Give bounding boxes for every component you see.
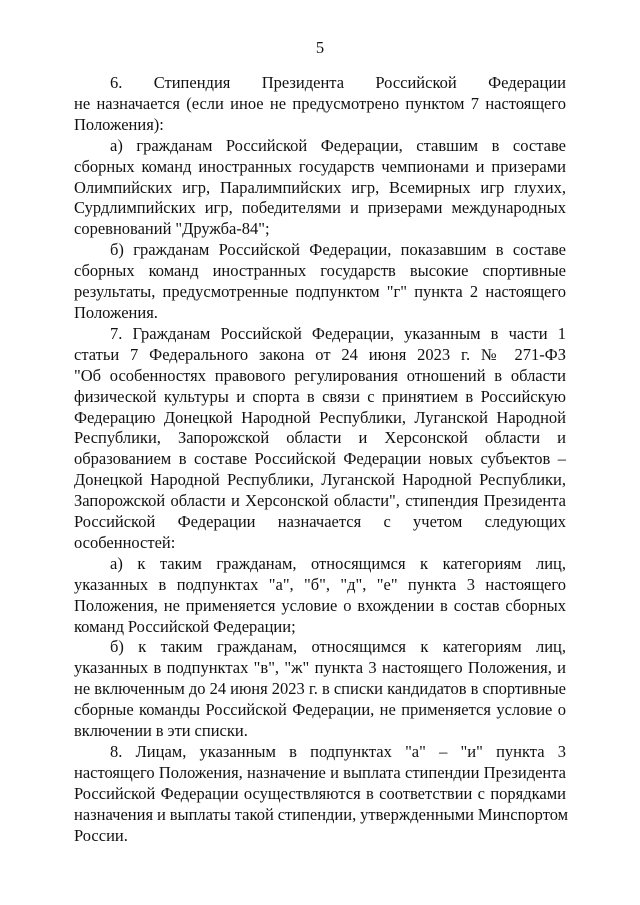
paragraph-line: соревнований "Дружба-84";: [74, 219, 270, 239]
paragraph-line: Российской Федерации осуществляются в соответствии с порядками: [74, 783, 566, 803]
paragraph-line: а) гражданам Российской Федерации, ставшим в составе: [110, 135, 566, 155]
paragraph-line: команд Российской Федерации;: [74, 616, 296, 636]
paragraph-line: Олимпийских игр, Паралимпийских игр, Всемирных игр глухих,: [74, 177, 566, 197]
paragraph: [74, 324, 566, 554]
paragraph-line: Положения.: [74, 302, 158, 322]
document-body: [74, 73, 569, 847]
paragraph-line: Положения):: [74, 114, 164, 134]
paragraph-line: Сурдлимпийских игр, победителями и призерами международных: [74, 198, 566, 218]
paragraph-line: Федерацию Донецкой Народной Республики, Луганской Народной: [74, 407, 566, 427]
paragraph-line: "Об особенностях правового регулирования отношений в области: [74, 365, 566, 385]
paragraph: [74, 240, 566, 324]
paragraph-line: физической культуры и спорта в связи с принятием в Российскую: [74, 386, 566, 406]
paragraph-line: Запорожской области и Херсонской области", стипендия Президента: [74, 491, 566, 511]
paragraph: [74, 637, 566, 742]
paragraph-line: сборных команд иностранных государств высокие спортивные: [74, 261, 566, 281]
paragraph-line: Положения, не применяется условие о вхождении в состав сборных: [74, 595, 566, 615]
paragraph-line: результаты, предусмотренные подпунктом "г" пункта 2 настоящего: [74, 282, 566, 302]
paragraph-line: статьи 7 Федерального закона от 24 июня 2023 г. № 271-ФЗ: [74, 344, 566, 364]
paragraph-line: 7. Гражданам Российской Федерации, указанным в части 1: [110, 323, 566, 343]
paragraph-line: сборные команды Российской Федерации, не применяется условие о: [74, 700, 566, 720]
paragraph-line: а) к таким гражданам, относящимся к категориям лиц,: [110, 553, 566, 573]
paragraph-line: сборных команд иностранных государств чемпионами и призерами: [74, 156, 566, 176]
paragraph: [74, 742, 569, 847]
paragraph-line: не назначается (если иное не предусмотрено пунктом 7 настоящего: [74, 93, 566, 113]
page-number: 5: [315, 38, 325, 57]
paragraph: [74, 136, 566, 241]
paragraph: [74, 73, 566, 136]
paragraph-line: назначения и выплаты такой стипендии, утвержденными Минспортом: [74, 804, 569, 824]
paragraph-line: образованием в составе Российской Федерации новых субъектов –: [74, 449, 566, 469]
paragraph-line: Республики, Запорожской области и Херсонской области и: [74, 428, 566, 448]
paragraph-line: не включенным до 24 июня 2023 г. в списки кандидатов в спортивные: [74, 679, 566, 699]
paragraph: [74, 554, 566, 638]
paragraph-line: включении в эти списки.: [74, 721, 248, 741]
paragraph-line: Донецкой Народной Республики, Луганской Народной Республики,: [74, 470, 566, 490]
paragraph-line: б) гражданам Российской Федерации, показавшим в составе: [110, 240, 566, 260]
paragraph-line: б) к таким гражданам, относящимся к категориям лиц,: [110, 637, 566, 657]
paragraph-line: 8. Лицам, указанным в подпунктах "а" – "и" пункта 3: [110, 742, 566, 761]
paragraph-line: особенностей:: [74, 532, 176, 552]
paragraph-line: России.: [74, 825, 128, 845]
paragraph-line: указанных в подпунктах "в", "ж" пункта 3 настоящего Положения, и: [74, 658, 566, 678]
paragraph-line: 6. Стипендия Президента Российской Федерации: [110, 73, 566, 92]
paragraph-line: настоящего Положения, назначение и выплата стипендии Президента: [74, 762, 566, 782]
paragraph-line: Российской Федерации назначается с учетом следующих: [74, 512, 566, 532]
paragraph-line: указанных в подпунктах "а", "б", "д", "е" пункта 3 настоящего: [74, 574, 566, 594]
